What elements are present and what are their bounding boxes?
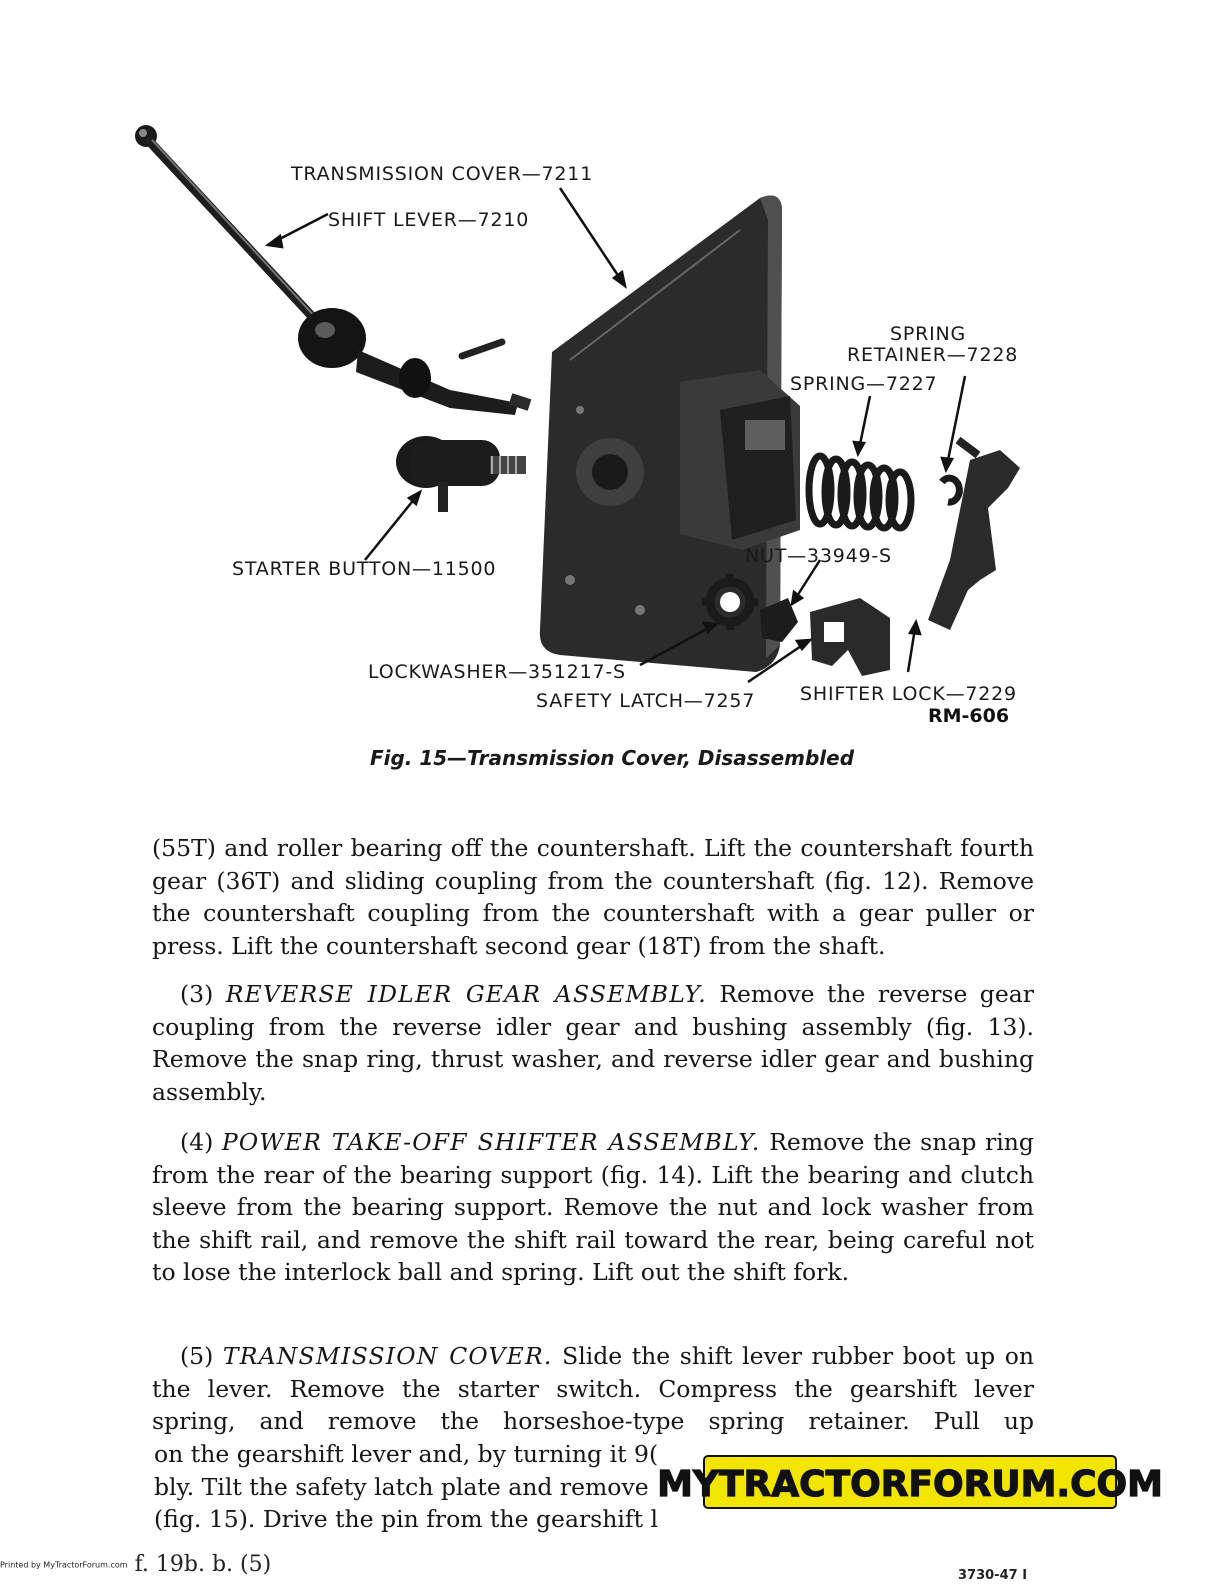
cutoff-line-1: on the gearshift lever and, by turning it 9(	[154, 1440, 659, 1468]
footer-small-print: Printed by MyTractorForum.com	[0, 1560, 128, 1570]
cutoff-line-3: (fig. 15). Drive the pin from the gearshift l	[154, 1505, 659, 1533]
label-transmission-cover: TRANSMISSION COVER—7211	[291, 163, 594, 185]
paragraph-number: (5)	[180, 1342, 214, 1370]
footer-left	[0, 1552, 271, 1577]
paragraph-pto-shifter	[152, 1126, 1034, 1289]
footer-reference: f. 19b. b. (5)	[134, 1552, 272, 1577]
paragraph-text: Remove the snap ring from the rear of the bearing support (fig. 14). Lift the bearing and clutch sleeve from the bearing support. Remove the nut and lock washer from the shift rail, and remove the shift rail toward the rear, being careful not to lose the interlock ball and spring. Lift out the shift fork.	[152, 1128, 1034, 1286]
section-heading: TRANSMISSION COVER.	[222, 1342, 553, 1370]
section-heading: REVERSE IDLER GEAR ASSEMBLY.	[225, 980, 707, 1008]
label-safety-latch: SAFETY LATCH—7257	[536, 690, 756, 712]
exploded-diagram	[120, 110, 1040, 740]
label-spring-retainer-line2: RETAINER—7228	[847, 344, 1019, 366]
paragraph-reverse-idler	[152, 978, 1034, 1108]
cutoff-line-2: bly. Tilt the safety latch plate and remove	[154, 1473, 649, 1501]
label-spring: SPRING—7227	[790, 373, 938, 395]
figure-caption: Fig. 15—Transmission Cover, Disassembled	[369, 746, 855, 770]
shifter-lock-drawing	[928, 450, 1020, 630]
paragraph-text: (55T) and roller bearing off the countershaft. Lift the countershaft fourth gear (36T) and sliding coupling from the countershaft (fig. 12). Remove the countershaft coupling from the countershaft with a gear puller or press. Lift the countershaft second gear (18T) from the shaft.	[152, 834, 1034, 960]
label-nut: NUT—33949-S	[745, 545, 892, 567]
figure-ref-code: RM-606	[928, 705, 1010, 727]
paragraph-text: Remove the reverse gear coupling from the reverse idler gear and bushing assembly (fig. 13). Remove the snap ring, thrust washer, and reverse idler gear and bushing assembly.	[152, 980, 1034, 1106]
footer-doc-code: 3730-47 I	[958, 1568, 1028, 1583]
label-lockwasher: LOCKWASHER—351217-S	[368, 661, 626, 683]
label-spring-retainer-line1: SPRING	[890, 323, 967, 345]
safety-latch-drawing	[810, 598, 890, 676]
label-shifter-lock: SHIFTER LOCK—7229	[800, 683, 1017, 705]
section-heading: POWER TAKE-OFF SHIFTER ASSEMBLY.	[221, 1128, 761, 1156]
paragraph-text: Slide the shift lever rubber boot up on the lever. Remove the starter switch. Compress the gearshift lever spring, and remove the horseshoe-type spring retainer. Pull up	[152, 1342, 1034, 1435]
paragraph-countershaft	[152, 832, 1034, 962]
spring-retainer-drawing	[942, 478, 959, 502]
spring-drawing	[809, 456, 911, 528]
label-starter-button: STARTER BUTTON—11500	[232, 558, 497, 580]
watermark-logo-graphic	[657, 1452, 1163, 1512]
paragraph-transmission-cover	[152, 1340, 1034, 1438]
watermark-text: MYTRACTORFORUM.COM	[657, 1464, 1163, 1505]
pin-drawing	[462, 342, 502, 356]
exploded-figure	[120, 110, 1040, 740]
paragraph-number: (3)	[180, 980, 214, 1008]
paragraph-number: (4)	[180, 1128, 214, 1156]
transmission-cover-drawing	[540, 196, 800, 672]
label-shift-lever: SHIFT LEVER—7210	[328, 209, 530, 231]
watermark-logo	[657, 1452, 1163, 1512]
